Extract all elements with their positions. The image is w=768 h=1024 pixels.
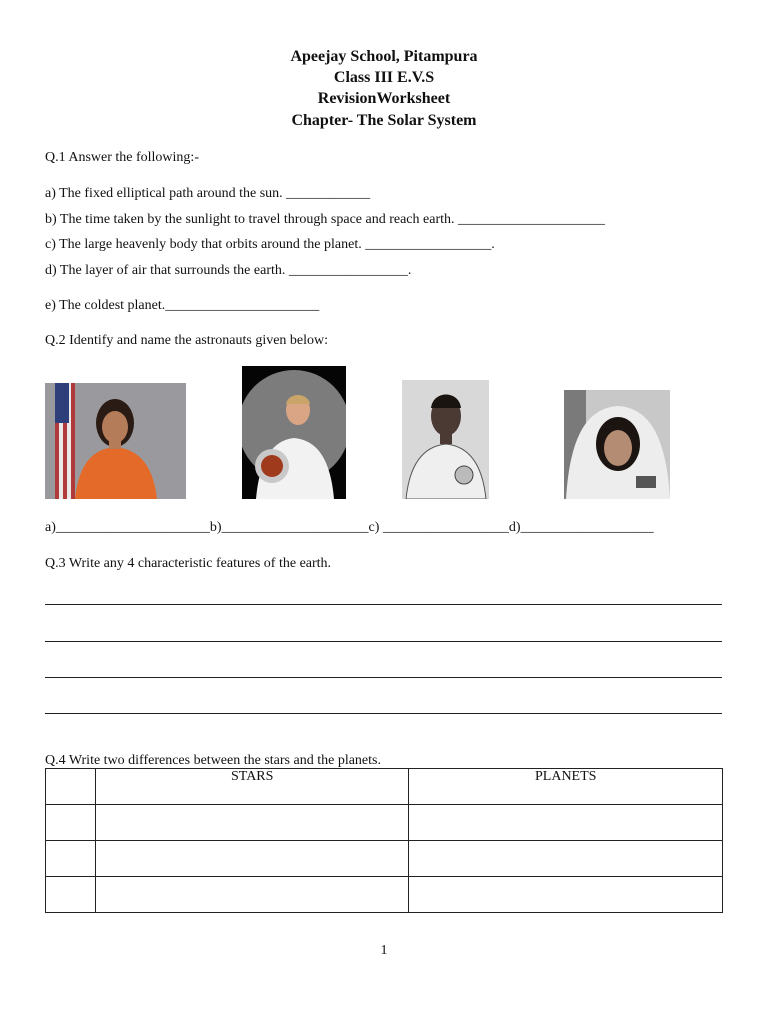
astronaut-photo-c — [402, 380, 489, 499]
table-row — [46, 841, 723, 877]
q3-answer-line-3[interactable] — [45, 677, 722, 678]
q2-answer-blanks[interactable]: a)______________________b)_____________________c) __________________d)___________________ — [45, 520, 654, 535]
q1-item-a: a) The fixed elliptical path around the sun. ____________ — [45, 186, 371, 201]
q1-item-e: e) The coldest planet.______________________ — [45, 298, 320, 313]
q2-title: Q.2 Identify and name the astronauts given below: — [45, 333, 329, 348]
worksheet-title: RevisionWorksheet — [317, 90, 451, 107]
table-cell[interactable] — [409, 841, 723, 877]
table-row — [46, 877, 723, 913]
table-row — [46, 805, 723, 841]
table-cell[interactable] — [409, 877, 723, 913]
table-header-row — [46, 769, 723, 805]
q4-title: Q.4 Write two differences between the stars and the planets. — [45, 753, 381, 768]
chapter-title: Chapter- The Solar System — [291, 112, 477, 129]
q1-title: Q.1 Answer the following:- — [45, 150, 199, 165]
class-title: Class III E.V.S — [333, 69, 435, 86]
q1-item-c: c) The large heavenly body that orbits around the planet. __________________. — [45, 237, 495, 252]
table-cell — [46, 841, 96, 877]
astronaut-photo-b — [242, 366, 346, 499]
astronaut-photo-a — [45, 383, 186, 499]
table-cell — [46, 877, 96, 913]
q3-answer-line-1[interactable] — [45, 604, 722, 605]
q3-answer-line-4[interactable] — [45, 713, 722, 714]
q3-answer-line-2[interactable] — [45, 641, 722, 642]
planets-column-header: PLANETS — [409, 769, 723, 805]
q1-item-d: d) The layer of air that surrounds the earth. _________________. — [45, 263, 412, 278]
q1-item-b: b) The time taken by the sunlight to travel through space and reach earth. _____________________ — [45, 212, 605, 227]
table-cell — [46, 805, 96, 841]
table-cell[interactable] — [95, 877, 409, 913]
school-name: Apeejay School, Pitampura — [290, 48, 478, 65]
table-cell[interactable] — [95, 805, 409, 841]
table-cell[interactable] — [409, 805, 723, 841]
differences-table — [45, 768, 723, 913]
astronaut-photo-d — [564, 390, 670, 499]
q3-title: Q.3 Write any 4 characteristic features of the earth. — [45, 556, 332, 571]
stars-column-header: STARS — [95, 769, 409, 805]
table-cell — [46, 769, 96, 805]
table-cell[interactable] — [95, 841, 409, 877]
page-number: 1 — [380, 943, 388, 958]
